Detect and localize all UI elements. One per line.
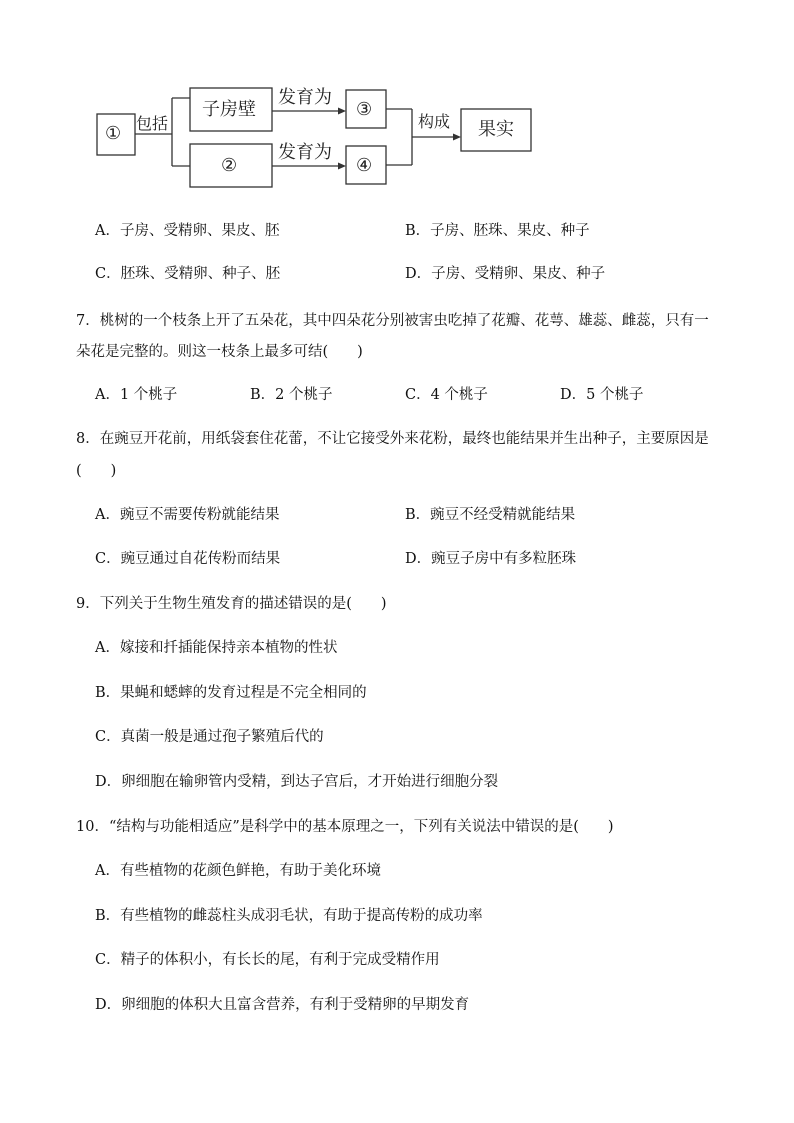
q6-option-c[interactable]: C．胚珠、受精卵、种子、胚: [95, 266, 281, 282]
q7-option-a[interactable]: A．1 个桃子: [95, 387, 178, 403]
q7-stem-line-2: 朵花是完整的。则这一枝条上最多可结( ): [76, 344, 363, 360]
q6-option-b[interactable]: B．子房、胚珠、果皮、种子: [405, 223, 590, 239]
q10-stem-line-1: 10．“结构与功能相适应”是科学中的基本原理之一，下列有关说法中错误的是( ): [76, 819, 614, 835]
diagram-box-4: ④: [356, 155, 373, 176]
q9-option-b[interactable]: B．果蝇和蟋蟀的发育过程是不完全相同的: [95, 685, 367, 701]
diagram-box-ovary-wall: 子房壁: [202, 99, 256, 120]
q9-option-c[interactable]: C．真菌一般是通过孢子繁殖后代的: [95, 729, 324, 745]
q7-option-d[interactable]: D．5 个桃子: [560, 387, 644, 403]
q9-option-d[interactable]: D．卵细胞在输卵管内受精，到达子宫后，才开始进行细胞分裂: [95, 774, 499, 790]
q8-option-c[interactable]: C．豌豆通过自花传粉而结果: [95, 551, 281, 567]
diagram-box-3: ③: [356, 99, 373, 120]
q8-option-a[interactable]: A．豌豆不需要传粉就能结果: [95, 507, 280, 523]
diagram-label-compose: 构成: [418, 112, 451, 131]
q7-stem-line-1: 7．桃树的一个枝条上开了五朵花，其中四朵花分别被害虫吃掉了花瓣、花萼、雄蕊、雌蕊，只有一: [76, 313, 709, 329]
diagram-box-1: ①: [105, 123, 122, 144]
q10-option-d[interactable]: D．卵细胞的体积大且富含营养，有利于受精卵的早期发育: [95, 997, 470, 1013]
q10-option-a[interactable]: A．有些植物的花颜色鲜艳，有助于美化环境: [95, 863, 381, 879]
q6-option-a[interactable]: A．子房、受精卵、果皮、胚: [95, 223, 280, 239]
diagram-box-fruit: 果实: [478, 119, 514, 140]
q10-option-b[interactable]: B．有些植物的雌蕊柱头成羽毛状，有助于提高传粉的成功率: [95, 908, 483, 924]
q8-option-d[interactable]: D．豌豆子房中有多粒胚珠: [405, 551, 577, 567]
q10-option-c[interactable]: C．精子的体积小，有长长的尾，有利于完成受精作用: [95, 952, 440, 968]
q9-stem-line-1: 9．下列关于生物生殖发育的描述错误的是( ): [76, 596, 387, 612]
q6-option-d[interactable]: D．子房、受精卵、果皮、种子: [405, 266, 606, 282]
diagram-label-develop-2: 发育为: [278, 142, 332, 163]
q8-option-b[interactable]: B．豌豆不经受精就能结果: [405, 507, 576, 523]
diagram-box-2: ②: [221, 155, 238, 176]
fruit-formation-diagram: [92, 84, 542, 194]
q7-option-c[interactable]: C．4 个桃子: [405, 387, 488, 403]
q9-option-a[interactable]: A．嫁接和扦插能保持亲本植物的性状: [95, 640, 338, 656]
q7-option-b[interactable]: B．2 个桃子: [250, 387, 333, 403]
diagram-label-develop-1: 发育为: [278, 87, 332, 108]
diagram-label-include: 包括: [136, 114, 169, 133]
q8-stem-line-1: 8．在豌豆开花前，用纸袋套住花蕾，不让它接受外来花粉，最终也能结果并生出种子，主要原因是: [76, 431, 709, 447]
q8-stem-line-2: ( ): [76, 463, 117, 479]
